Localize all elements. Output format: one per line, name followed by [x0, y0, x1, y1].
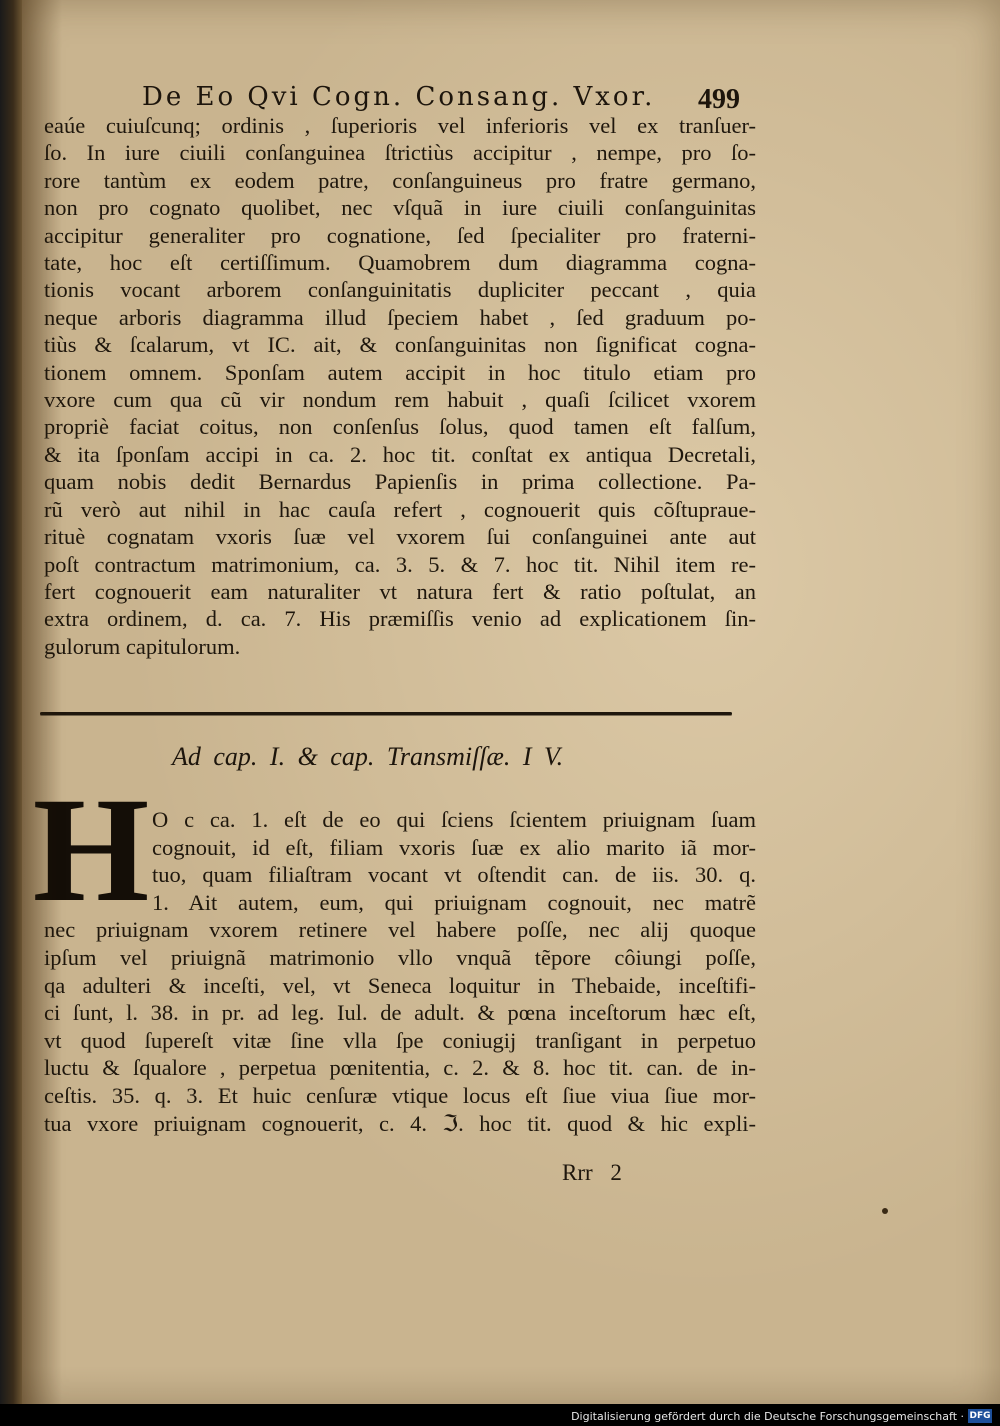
paragraph-1 — [44, 112, 756, 660]
text-line: quam nobis dedit Bernardus Papienſis in prima collectione. Pa- — [44, 469, 756, 495]
funding-credit: Digitalisierung gefördert durch die Deutsche Forschungsgemeinschaft · — [571, 1410, 964, 1423]
text-line: non pro cognato quolibet, nec vſquã in iure ciuili conſanguinitas — [44, 195, 756, 221]
text-line: luctu & ſqualore , perpetua pœnitentia, c. 2. & 8. hoc tit. can. de in- — [44, 1055, 756, 1081]
text-line: extra ordinem, d. ca. 7. His præmiſſis venio ad explicationem ſin- — [44, 606, 756, 632]
signature-mark: Rrr 2 — [562, 1160, 622, 1185]
text-line: tate, hoc eſt certiſſimum. Quamobrem dum diagramma cogna- — [44, 250, 756, 276]
text-line: & ita ſponſam accipi in ca. 2. hoc tit. conſtat ex antiqua Decretali, — [44, 441, 756, 467]
text-line: ſo. In iure ciuili conſanguinea ſtrictiùs accipitur , nempe, pro ſo- — [44, 140, 756, 166]
footer-bar — [0, 1404, 1000, 1426]
dfg-logo-icon: DFG — [969, 1411, 991, 1421]
paragraph-2 — [44, 806, 756, 1137]
text-line: propriè faciat coitus, non conſenſus ſolus, quod tamen eſt falſum, — [44, 414, 756, 440]
text-line: tionem omnem. Sponſam autem accipit in hoc titulo etiam pro — [44, 359, 756, 385]
text-line: vt quod ſupereſt vitæ ſine vlla ſpe coniugij tranſigant in perpetuo — [44, 1027, 756, 1053]
text-line: tua vxore priuignam cognouerit, c. 4. ℑ. hoc tit. quod & hic expli- — [44, 1110, 756, 1136]
paper-speck — [882, 1208, 888, 1214]
text-line: fert cognouerit eam naturaliter vt natura fert & ratio poſtulat, an — [44, 578, 756, 604]
text-line: accipitur generaliter pro cognatione, ſed ſpecialiter pro fraterni- — [44, 222, 756, 248]
page-number: 499 — [698, 84, 740, 115]
text-line: O c ca. 1. eſt de eo qui ſciens ſcientem priuignam ſuam — [152, 807, 756, 832]
text-line: gulorum capitulorum. — [44, 633, 241, 659]
drop-cap-initial: H — [32, 767, 150, 933]
running-head: De Eo Qvi Cogn. Consang. Vxor. — [142, 82, 656, 112]
text-line: cognouit, id eſt, filiam vxoris ſuæ ex alio marito iã mor- — [152, 834, 756, 860]
text-line: neque arboris diagramma illud ſpeciem habet , ſed graduum po- — [44, 304, 756, 330]
text-line: tiùs & ſcalarum, vt IC. ait, & conſanguinitas non ſignificat cogna- — [44, 332, 756, 358]
text-line: qa adulteri & inceſti, vel, vt Seneca loquitur in Thebaide, inceſtifi- — [44, 972, 756, 998]
text-line: rũ verò aut nihil in hac cauſa refert , cognouerit quis cõſtupraue- — [44, 496, 756, 522]
text-line: tuo, quam filiaſtram vocant vt oſtendit can. de iis. 30. q. — [152, 862, 756, 888]
text-line: poſt contractum matrimonium, ca. 3. 5. & 7. hoc tit. Nihil item re- — [44, 551, 756, 577]
text-line: nec priuignam vxorem retinere vel habere poſſe, nec alij quoque — [44, 917, 756, 943]
book-page — [22, 0, 1000, 1426]
text-line: ci ſunt, l. 38. in pr. ad leg. Iul. de adult. & pœna inceſtorum hæc eſt, — [44, 1000, 756, 1026]
text-line: rore tantùm ex eodem patre, conſanguineus pro fratre germano, — [44, 167, 756, 193]
book-spine-edge — [0, 0, 22, 1426]
text-line: ceſtis. 35. q. 3. Et huic cenſuræ vtique locus eſt ſiue viua ſiue mor- — [44, 1082, 756, 1108]
text-line: rituè cognatam vxoris ſuæ vel vxorem ſui conſanguinei ante aut — [44, 524, 756, 550]
text-line: tionis vocant arborem conſanguinitatis dupliciter peccant , quia — [44, 277, 756, 303]
section-divider-rule — [40, 712, 732, 715]
text-line: 1. Ait autem, eum, qui priuignam cognouit, nec matrẽ — [152, 889, 756, 915]
text-line: ipſum vel priuignã matrimonio vllo vnquã tẽpore côiungi poſſe, — [44, 944, 756, 970]
text-line: vxore cum qua cũ vir nondum rem habuit , quaſi ſcilicet vxorem — [44, 387, 756, 413]
text-line: eaúe cuiuſcunq; ordinis , ſuperioris vel inferioris vel ex tranſuer- — [44, 113, 756, 138]
section-heading: Ad cap. I. & cap. Transmiſſæ. I V. — [172, 742, 564, 771]
